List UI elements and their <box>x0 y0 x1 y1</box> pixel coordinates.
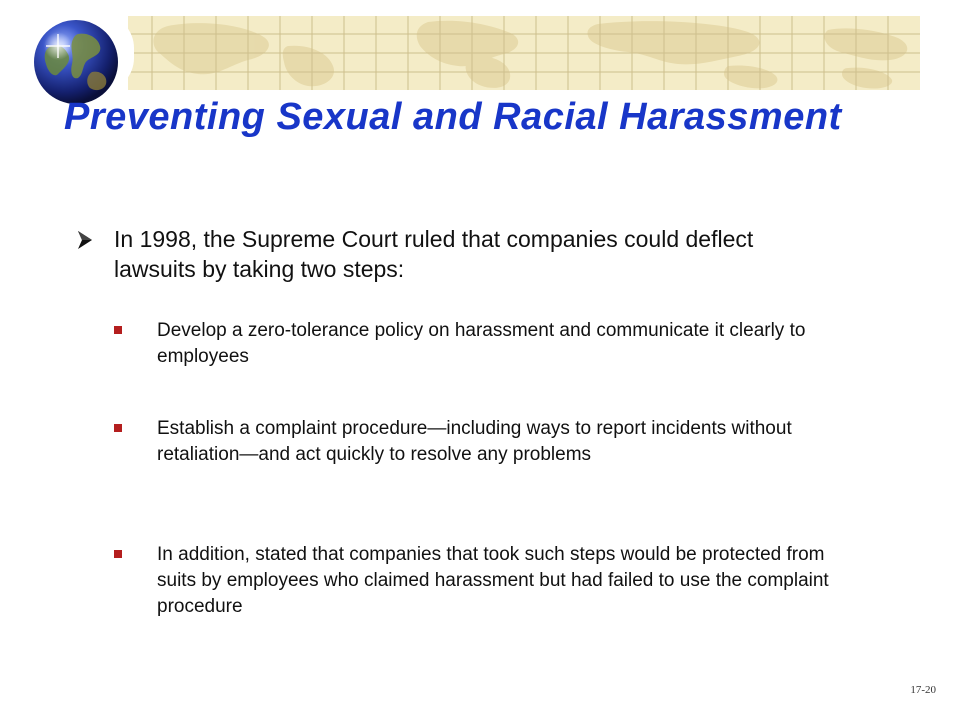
slide-number: 17-20 <box>910 684 936 696</box>
square-bullet-icon <box>114 542 157 566</box>
slide-title: Preventing Sexual and Racial Harassment <box>64 96 842 138</box>
world-map-graphic <box>128 16 920 90</box>
sub-bullet-text: Develop a zero-tolerance policy on harassment and communicate it clearly to employees <box>157 320 806 367</box>
sub-bullet-text: Establish a complaint procedure—including ways to report incidents without retaliation—and act quickly to resolve any problems <box>157 418 792 465</box>
sub-bullet-item <box>114 318 854 370</box>
main-bullet-text: In 1998, the Supreme Court ruled that companies could deflect lawsuits by taking two steps: <box>114 226 754 282</box>
sub-bullet-item <box>114 542 854 620</box>
sub-bullet-item <box>114 416 854 468</box>
sub-bullet-text: In addition, stated that companies that took such steps would be protected from suits by employees who claimed harassment but had failed to use the complaint procedure <box>157 544 829 617</box>
header-map-banner <box>128 16 920 90</box>
arrow-bullet-icon <box>76 224 114 256</box>
square-bullet-icon <box>114 318 157 342</box>
main-bullet-item <box>76 224 856 284</box>
square-bullet-icon <box>114 416 157 440</box>
